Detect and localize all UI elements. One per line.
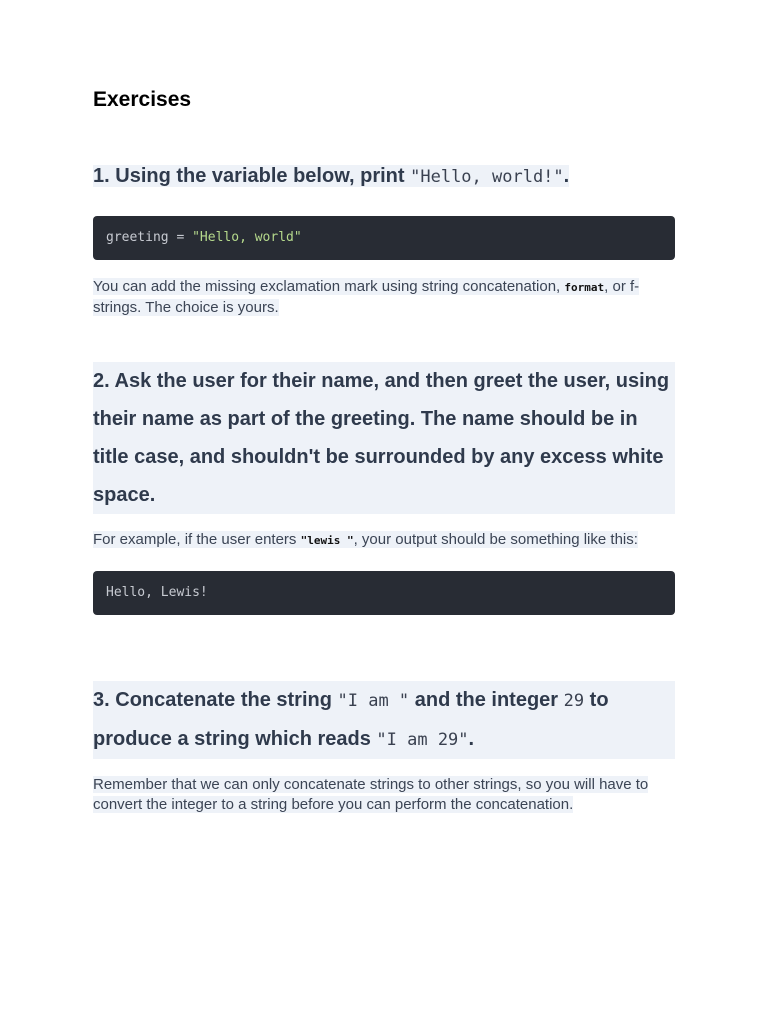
code-string-literal: "Hello, world" (192, 230, 302, 245)
exercise-3-heading: 3. Concatenate the string "I am " and the integer 29 to produce a string which reads "I am 29". (93, 681, 675, 759)
inline-code: "I am " (337, 691, 410, 711)
exercise-1-code-block (93, 216, 675, 260)
exercise-2-paragraph: For example, if the user enters "lewis ", your output should be something like this: (93, 531, 638, 548)
exercise-2-heading: 2. Ask the user for their name, and then greet the user, using their name as part of the greeting. The name should be in title case, and shouldn't be surrounded by any excess white space. (93, 362, 675, 514)
exercise-1-heading: 1. Using the variable below, print "Hello, world!". (93, 165, 570, 187)
exercise-1-paragraph: You can add the missing exclamation mark using string concatenation, format, or f-strings. The choice is yours. (93, 278, 640, 316)
inline-code: "I am 29" (376, 730, 469, 750)
inline-code: 29 (563, 691, 585, 711)
code-variable: greeting (106, 230, 169, 245)
inline-code: "Hello, world!" (410, 167, 564, 187)
exercise-1-number: 1. (93, 165, 110, 187)
exercise-2-number: 2. (93, 370, 110, 392)
code-output: Hello, Lewis! (106, 585, 208, 600)
exercise-3-number: 3. (93, 689, 110, 711)
page-title: Exercises (93, 88, 192, 111)
inline-code: format (564, 281, 605, 294)
code-operator: = (168, 230, 193, 245)
exercise-3-paragraph: Remember that we can only concatenate strings to other strings, so you will have to convert the integer to a string before you can perform the concatenation. (93, 776, 649, 813)
exercise-2-code-block (93, 571, 675, 615)
inline-code: "lewis " (300, 534, 354, 547)
